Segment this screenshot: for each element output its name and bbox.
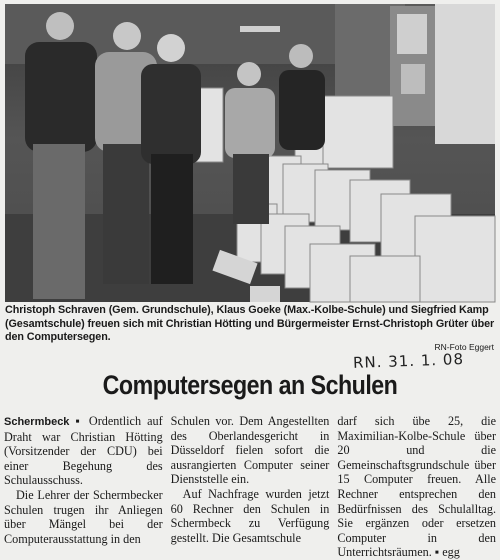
photo-caption: Christoph Schraven (Gem. Grundschule), Klaus Goeke (Max.-Kolbe-Schule) und Siegfried Kamp (Gesamtschule) freuen sich mit Christian Hötting und Bürgermeister Ernst-Christoph Grüter über den Computersegen. [5,304,495,343]
dateline: Schermbeck [4,416,70,428]
article-body [4,414,497,560]
paragraph-text: Ordentlich auf Draht war Christian Hötting (Vorsitzender der CDU) bei einer Begehung des Schulausschuss. [4,414,163,488]
article-paragraph: Auf Nachfrage wurden jetzt 60 Rechner den Schulen in Schermbeck zu Verfügung gestellt. Die Gesamtschule [170,486,330,545]
headline: Computersegen an Schulen [102,370,398,400]
handwritten-date: RN. 31. 1. 08 [352,350,465,372]
author-tag: egg [442,545,460,560]
article-paragraph: Die Lehrer der Schermbecker Schulen trugen ihr Anliegen über Mängel bei der Computerausstattung in den [4,487,163,546]
photo-illustration [5,4,495,302]
article-paragraph: darf sich übe 25, die Maximilian-Kolbe-Schule über 20 und die Gemeinschaftsgrundschule über 15 Computer freuen. Alle Rechner entsprechen den Bedürfnissen des Schulalltag. Sie ergänzen oder ersetzen Computer in den Unterrichtsräumen. ▪ egg [337,414,497,560]
article-paragraph: Schermbeck ▪ Ordentlich auf Draht war Christian Hötting (Vorsitzender der CDU) bei einer Begehung des Schulausschuss. [4,414,163,488]
article-column-1 [4,414,163,546]
article-column-2 [170,414,330,545]
article-column-3 [337,414,497,560]
photo-credit: RN-Foto Eggert [434,342,494,352]
article-paragraph: Schulen vor. Dem Angestellten des Oberlandesgericht in Düsseldorf fielen sofort die ausrangierten Computer seiner Dienststelle ein. [170,414,330,487]
paragraph-text: darf sich übe 25, die Maximilian-Kolbe-Schule über 20 und die Gemeinschaftsgrundschule über 15 Computer freuen. Alle Rechner entsprechen den Bedürfnissen des Schulalltag. Sie ergänzen oder ersetzen Computer in den Unterrichtsräumen. [337,414,497,560]
article-photo [5,4,495,302]
